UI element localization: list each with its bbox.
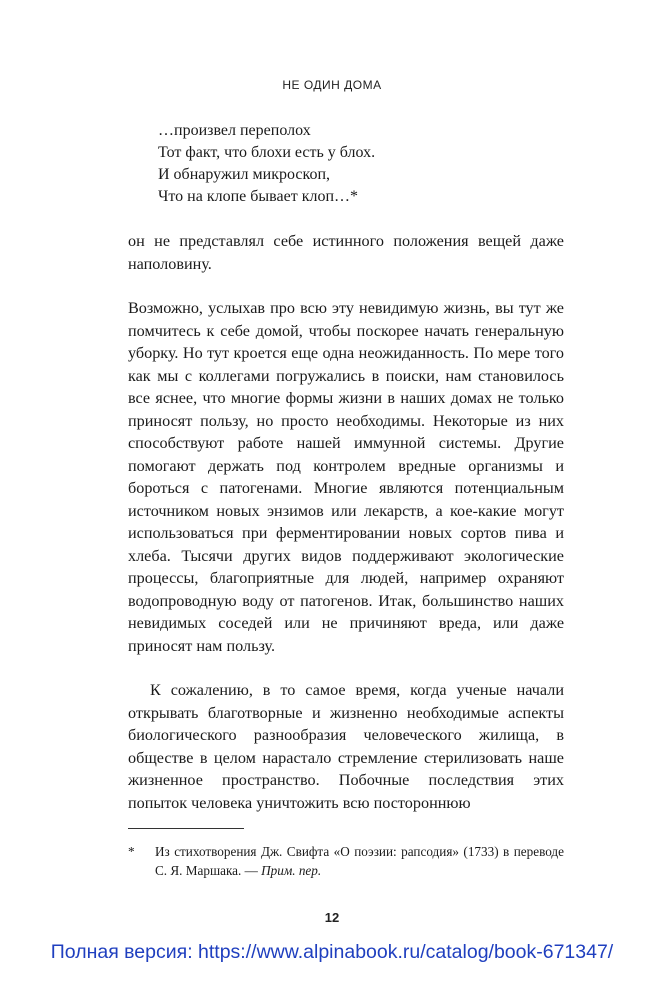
paragraph-text: он не представлял себе истинного положения вещей даже наполовину. (128, 232, 564, 273)
paragraph-second (128, 297, 564, 657)
paragraph-third (128, 679, 564, 814)
verse-line: Что на клопе бывает клоп…* (158, 188, 359, 205)
paragraph-text: Возможно, услыхав про всю эту невидимую жизнь, вы тут же помчитесь к себе домой, чтобы поскорее начать генеральную уборку. Но тут кроется еще одна неожиданность. По мере того как мы с коллегами погружались в поиски, нам становилось все яснее, что многие формы жизни в наших домах не только приносят пользу, но просто необходимы. Некоторые из них способствуют работе нашей иммунной системы. Другие помогают держать под контролем вредные организмы и бороться с патогенами. Многие являются потенциальным источником новых энзимов или лекарств, а кое-какие могут использоваться при ферментировании новых сортов пива и хлеба. Тысячи других видов поддерживают экологические процессы, благоприятные для людей, например охраняют водопроводную воду от патогенов. Итак, большинство наших невидимых соседей или не причиняют вреда, или даже приносят нам пользу. (128, 299, 564, 655)
footnote-note-label: Прим. пер. (261, 863, 322, 878)
paragraph-text: К сожалению, в то самое время, когда ученые начали открывать благотворные и жизненно необходимые аспекты биологического разнообразия человеческого жилища, в обществе в целом нарастало стремление стерилизовать наше жизненное пространство. Побочные последствия этих попыток человека уничтожить всю постороннюю (128, 681, 564, 812)
verse-quote (158, 120, 375, 208)
footnote-body (155, 842, 564, 880)
verse-line: Тот факт, что блохи есть у блох. (158, 144, 376, 161)
footnote-mark: * (128, 844, 135, 859)
page-number: 12 (324, 910, 340, 925)
footnote-text: Из стихотворения Дж. Свифта «О поэзии: рапсодия» (1733) в переводе С. Я. Маршака. — (155, 844, 564, 878)
verse-line: …произвел переполох (158, 122, 311, 139)
running-head: НЕ ОДИН ДОМА (282, 78, 382, 92)
footnote-divider (128, 828, 244, 829)
paragraph-continuation (128, 230, 564, 275)
footnote (128, 842, 564, 880)
verse-line: И обнаружил микроскоп, (158, 166, 331, 183)
full-version-link[interactable]: Полная версия: https://www.alpinabook.ru/catalog/book-671347/ (50, 941, 614, 963)
